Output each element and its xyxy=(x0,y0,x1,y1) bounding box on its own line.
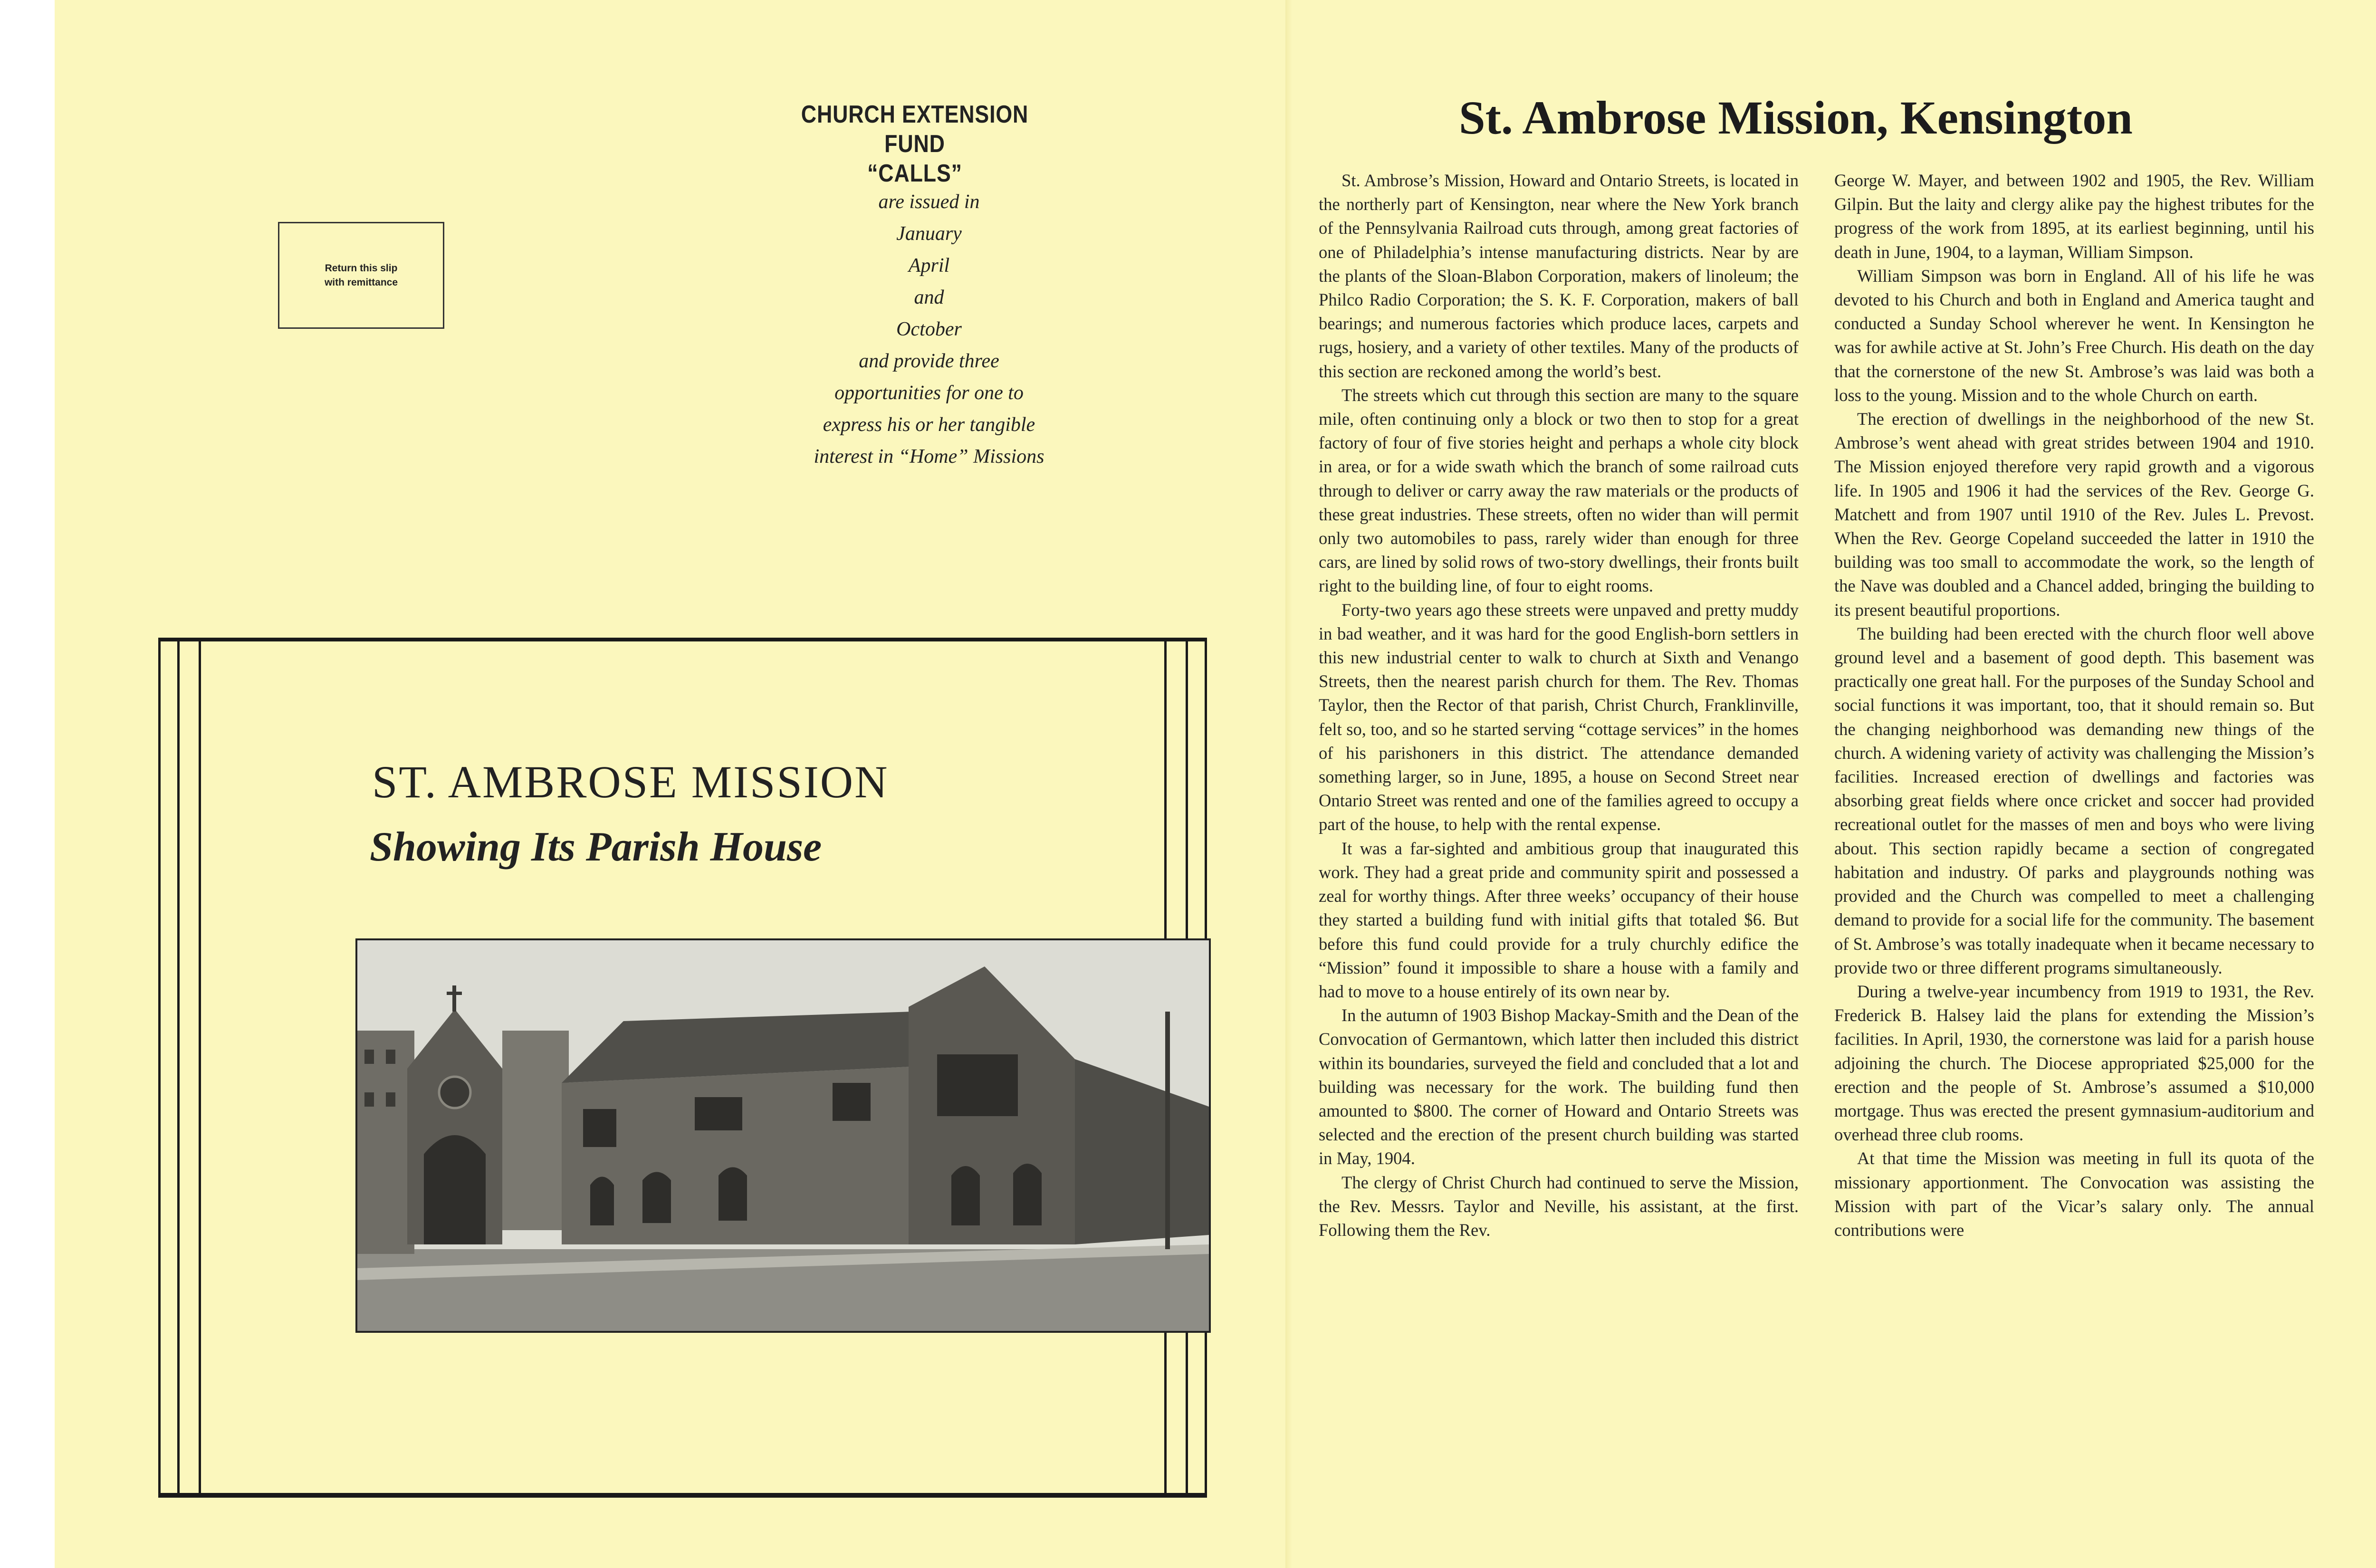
calls-heading-line1: CHURCH EXTENSION FUND xyxy=(801,101,1029,158)
calls-line: express his or her tangible xyxy=(823,414,1035,436)
article-paragraph: William Simpson was born in England. All of his life he was devoted to his Church and both in England and America taught and conducted a Sunday School wherever he went. In Kensington he was for awhile active at St. John’s Free Church. His death on the day that the cornerstone of the new St. Ambrose’s was laid was both a loss to the young. Mission and to the whole Church on earth. xyxy=(1834,266,2314,405)
brochure-spread xyxy=(55,0,2376,1568)
article-paragraph: George W. Mayer, and between 1902 and 1905, the Rev. William Gilpin. But the laity and clergy alike pay the highest tributes for the progress of the work from 1895, at its earliest beginning, until his death in June, 1904, to a layman, William Simpson. xyxy=(1834,171,2314,262)
return-slip-line2: with remittance xyxy=(324,277,398,288)
article-paragraph: The clergy of Christ Church had continued to serve the Mission, the Rev. Messrs. Taylor and Neville, his assistant, at the first. Following them the Rev. xyxy=(1319,1172,1799,1240)
calls-line: are issued in xyxy=(878,191,980,213)
calls-heading xyxy=(784,100,1045,188)
article-paragraph: At that time the Mission was meeting in full its quota of the missionary apportionment. The Convocation was assisting the Mission with part of the Vicar’s salary only. The annual contributions were xyxy=(1834,1148,2314,1240)
calls-line: and xyxy=(914,287,944,308)
article-paragraph: The streets which cut through this section are many to the square mile, often continuing only a block or two then to stop for a great factory of four of five stories height and perhaps a whole city block in area, or for a wide swath which the branch of some railroad cuts through to deliver or carry away the raw materials or the products of these great industries. These streets, often no wider than will permit only two automobiles to pass, rarely wider than enough for three cars, are lined by solid rows of two-story dwellings, their fronts built right to the building line, of four to eight rooms. xyxy=(1319,385,1799,596)
article-title: St. Ambrose Mission, Kensington xyxy=(1459,91,2133,144)
article-paragraph: St. Ambrose’s Mission, Howard and Ontario Streets, is located in the northerly part of Kensington, near where the New York branch of the Pennsylvania Railroad cuts through, among great factories of one of Philadelphia’s intense manufacturing districts. Near by are the plants of the Sloan-Blabon Corporation, makers of linoleum; the Philco Radio Corporation; the S. K. F. Corporation, makers of ball bearings; and numerous factories which produce laces, carpets and rugs, hosiery, and a variety of other textiles. Many of the products of this section are reckoned among the world’s best. xyxy=(1319,171,1799,381)
feature-title: ST. AMBROSE MISSION xyxy=(372,756,889,807)
return-slip-text xyxy=(325,261,398,290)
frame-rule xyxy=(158,641,161,1493)
calls-line: January xyxy=(896,223,962,245)
return-slip-line1: Return this slip xyxy=(325,262,398,274)
church-photo xyxy=(355,938,1211,1333)
calls-notice xyxy=(786,186,1072,473)
article-paragraph: It was a far-sighted and ambitious group that inaugurated this work. They had a great pride and community spirit and possessed a zeal for worthy things. After three weeks’ occupancy of their house they started a building fund with initial gifts that totaled $6. But before this fund could provide for a truly churchly edifice the “Mission” found it impossible to share a house with a family and had to move to a house entirely of its own near by. xyxy=(1319,838,1799,1001)
article-paragraph: The erection of dwellings in the neighborhood of the new St. Ambrose’s went ahead with great strides between 1904 and 1910. The Mission enjoyed therefore very rapid growth and a vigorous life. In 1905 and 1906 it had the services of the Rev. George G. Matchett and from 1907 until 1910 of the Rev. Jules L. Prevost. When the Rev. George Copeland succeeded the latter in 1910 the building was too small to accommodate the work, so the length of the Nave was doubled and a Chancel added, bringing the building to its present beautiful proportions. xyxy=(1834,409,2314,620)
calls-line: April xyxy=(908,255,950,277)
article-column-2 xyxy=(1834,169,2314,1242)
calls-line: interest in “Home” Missions xyxy=(814,446,1044,468)
article-paragraph: The building had been erected with the church floor well above ground level and a basement of good depth. This basement was practically one great hall. For the purposes of the Sunday School and social functions it was important, too, that it should remain so. But the changing neighborhood was demanding new things of the church. A widening variety of activity was challenging the Mission’s facilities. Increased erection of dwellings and factories was absorbing great fields where once cricket and soccer had provided recreational outlet for the masses of men and boys who were living about. This section rapidly became a section of congregated habitation and industry. Of parks and playgrounds nothing was provided and the Church was compelled to meet a challenging demand to provide for a social life for the community. The basement of St. Ambrose’s was totally inadequate when it became necessary to provide two or three different programs simultaneously. xyxy=(1834,623,2314,977)
calls-heading-line2: “CALLS” xyxy=(867,160,962,187)
article-paragraph: During a twelve-year incumbency from 1919 to 1931, the Rev. Frederick B. Halsey laid the plans for extending the Mission’s facilities. In April, 1930, the cornerstone was laid for a parish house adjoining the church. The Diocese appropriated $25,000 for the erection and the people of St. Ambrose’s assumed a $10,000 mortgage. Thus was erected the present gymnasium-auditorium and overhead three club rooms. xyxy=(1834,981,2314,1145)
feature-subtitle: Showing Its Parish House xyxy=(370,824,822,870)
return-slip-box xyxy=(278,222,444,329)
feature-frame xyxy=(158,638,1207,1498)
center-fold xyxy=(1285,0,1292,1568)
article-paragraph: In the autumn of 1903 Bishop Mackay-Smith and the Dean of the Convocation of Germantown, which latter then included this district within its boundaries, surveyed the field and concluded that a lot and building was necessary for the work. The building fund then amounted to $800. The corner of Howard and Ontario Streets was selected and the erection of the present church building was started in May, 1904. xyxy=(1319,1005,1799,1168)
calls-line: opportunities for one to xyxy=(834,382,1024,404)
frame-rule xyxy=(177,641,180,1493)
article-paragraph: Forty-two years ago these streets were unpaved and pretty muddy in bad weather, and it was hard for the good English-born settlers in this new industrial center to walk to church at Sixth and Venango Streets, then the nearest parish church for them. The Rev. Thomas Taylor, then the Rector of that parish, Christ Church, Franklinville, felt so, too, and so he started serving “cottage services” in the homes of his parishoners in this district. The attendance demanded something larger, so in June, 1895, a house on Second Street near Ontario Street was rented and one of the families agreed to occupy a part of the house, to help with the rental expense. xyxy=(1319,600,1799,834)
calls-line: October xyxy=(896,318,962,340)
frame-rule xyxy=(199,641,201,1493)
calls-line: and provide three xyxy=(859,350,999,372)
church-photo-illustration xyxy=(357,940,1209,1331)
article-column-1 xyxy=(1319,169,1799,1242)
